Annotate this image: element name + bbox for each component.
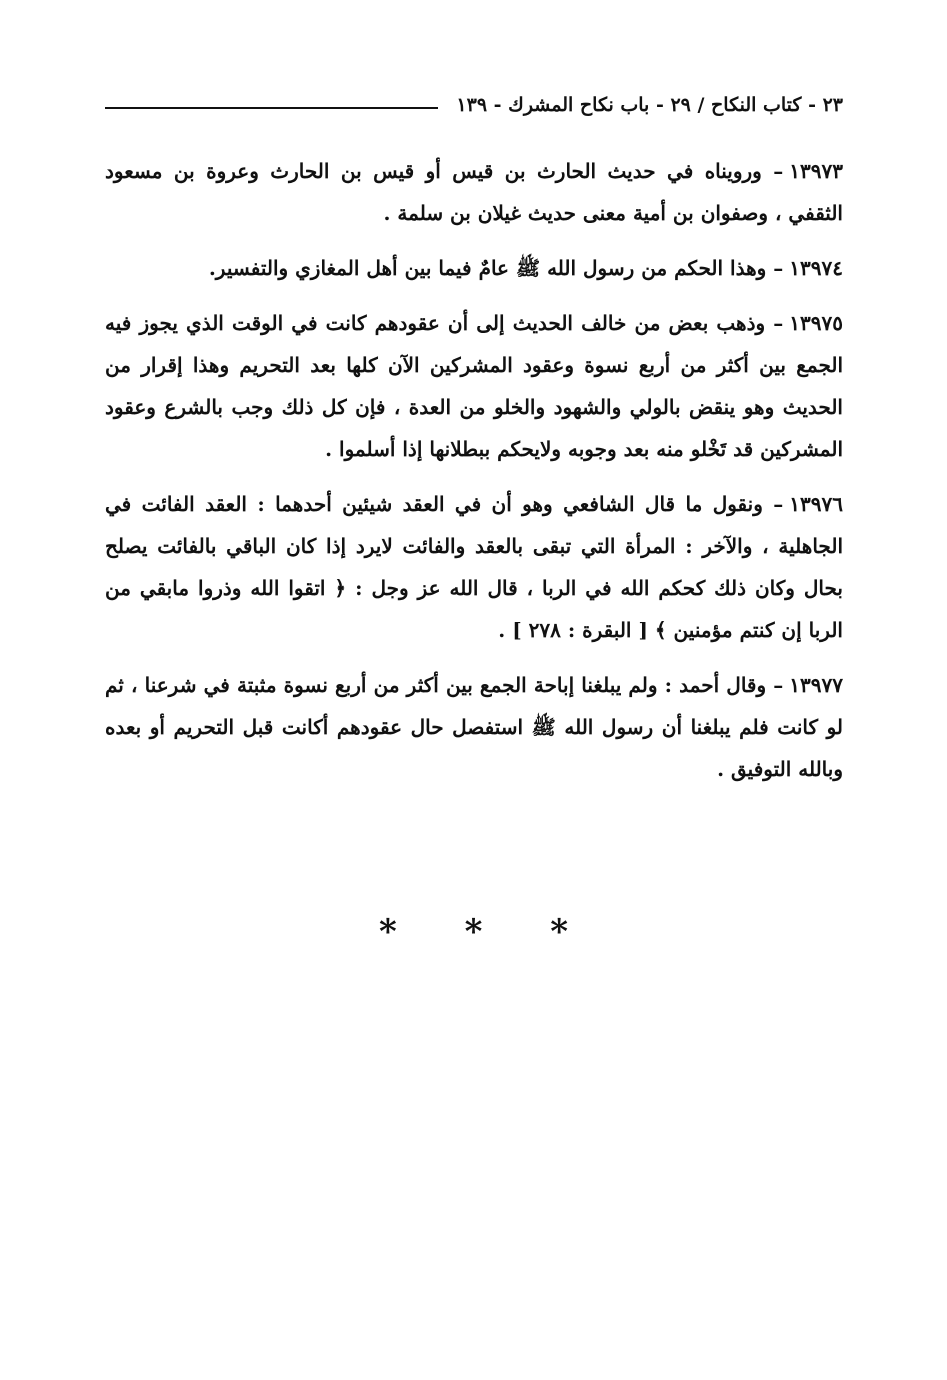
- paragraph-text: – ونقول ما قال الشافعي وهو أن في العقد شيئين أحدهما : العقد الفائت في الجاهلية ، والآخر : المرأة التي تبقى بالعقد والفائت لايرد إذا كان الباقي بالفائت يصلح بحال وكان ذلك كحكم الله في الربا ، قال الله عز وجل : ﴿ اتقوا الله وذروا مابقي من الربا إن كنتم مؤمنين ﴾ [ البقرة : ٢٧٨ ] .: [105, 492, 843, 642]
- paragraph-number: ١٣٩٧٤: [789, 256, 843, 280]
- running-title: ٢٣ - كتاب النكاح / ٢٩ - باب نكاح المشرك - ١٣٩: [456, 94, 843, 116]
- paragraph-number: ١٣٩٧٣: [789, 159, 843, 183]
- separator-star: *: [550, 912, 569, 952]
- separator-star: *: [464, 912, 483, 952]
- paragraph-text: – ورويناه في حديث الحارث بن قيس أو قيس بن الحارث وعروة بن مسعود الثقفي ، وصفوان بن أمية معنى حديث غيلان بن سلمة .: [105, 159, 843, 225]
- text-body: [105, 150, 843, 803]
- section-separator: [0, 912, 947, 952]
- paragraph-number: ١٣٩٧٥: [789, 311, 843, 335]
- paragraph-13976: [105, 483, 843, 651]
- paragraph-13974: [105, 247, 843, 289]
- paragraph-number: ١٣٩٧٧: [789, 673, 843, 697]
- paragraph-13977: [105, 664, 843, 790]
- paragraph-text: – وهذا الحكم من رسول الله ﷺ عامٌ فيما بين أهل المغازي والتفسير.: [208, 256, 784, 280]
- paragraph-number: ١٣٩٧٦: [789, 492, 843, 516]
- separator-star: *: [378, 912, 397, 952]
- paragraph-text: – وذهب بعض من خالف الحديث إلى أن عقودهم كانت في الوقت الذي يجوز فيه الجمع بين أكثر من أربع نسوة وعقود المشركين الآن كلها بعد التحريم وهذا إقرار من الحديث وهو ينقض بالولي والشهود والخلو من العدة ، فإن كل ذلك وجب بالشرع وعقود المشركين قد تَخْلو منه بعد وجوبه ولايحكم ببطلانها إذا أسلموا .: [105, 311, 843, 461]
- page-header: [105, 88, 843, 122]
- paragraph-13975: [105, 302, 843, 470]
- paragraph-13973: [105, 150, 843, 234]
- paragraph-text: – وقال أحمد : ولم يبلغنا إباحة الجمع بين أكثر من أربع نسوة مثبتة في شرعنا ، ثم لو كانت فلم يبلغنا أن رسول الله ﷺ استفصل حال عقودهم أكانت قبل التحريم أو بعده وبالله التوفيق .: [105, 673, 843, 781]
- header-rule: [105, 107, 438, 109]
